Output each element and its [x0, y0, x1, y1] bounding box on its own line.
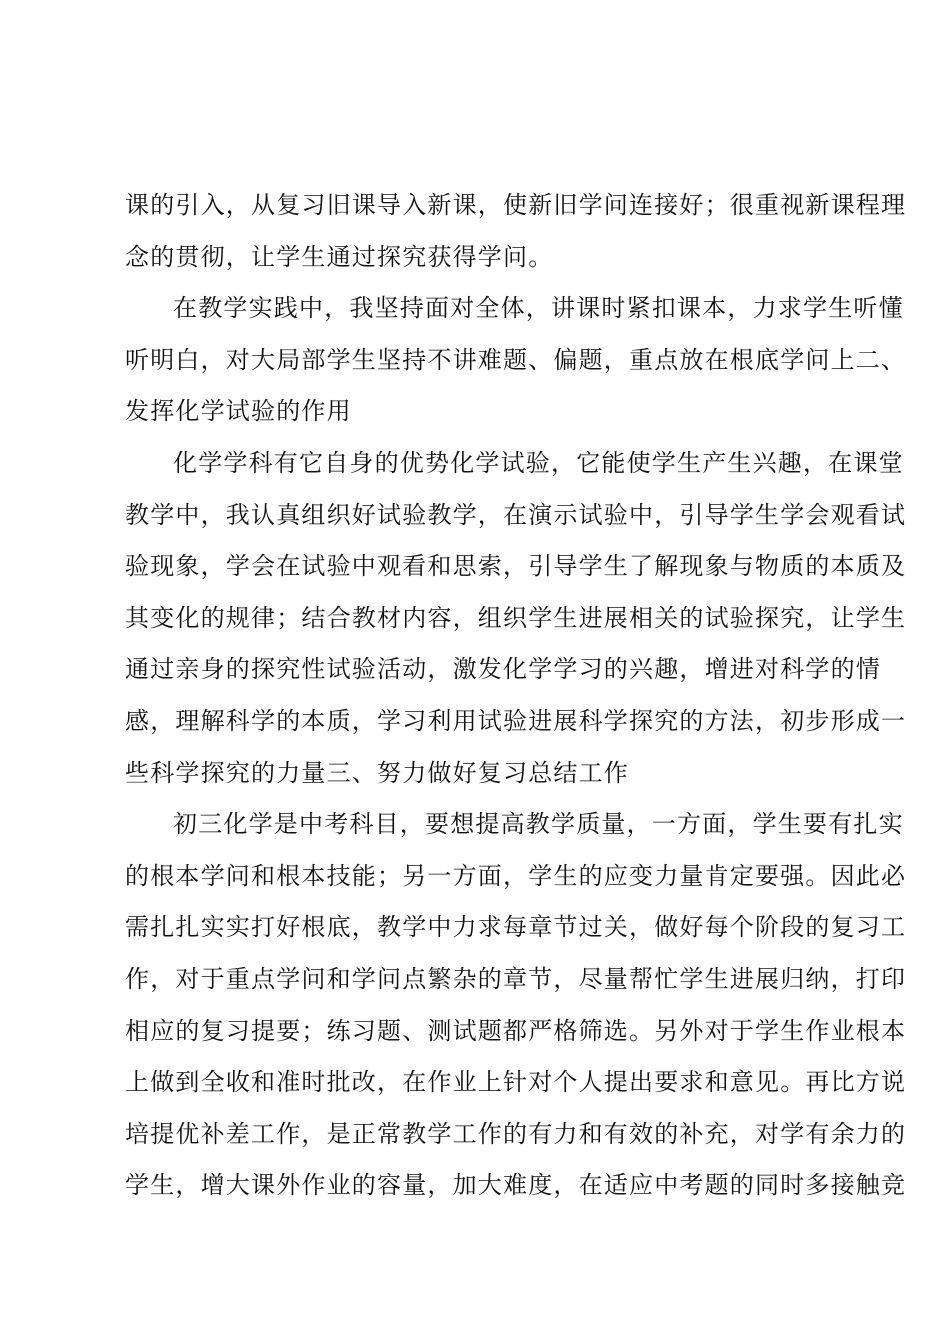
text-line: 念的贯彻，让学生通过探究获得学问。	[125, 242, 554, 271]
paragraph-first-line: 初三化学是中考科目，要想提高教学质量，一方面，学生要有扎实	[173, 810, 904, 839]
text-line: 教学中，我认真组织好试验教学，在演示试验中，引导学生学会观看试	[125, 500, 907, 529]
text-line: 其变化的规律；结合教材内容，组织学生进展相关的试验探究，让学生	[125, 603, 907, 632]
text-line: 作，对于重点学问和学问点繁杂的章节，尽量帮忙学生进展归纳，打印	[125, 964, 907, 993]
text-line: 感，理解科学的本质，学习利用试验进展科学探究的方法，初步形成一	[125, 706, 907, 735]
paragraph-first-line: 化学学科有它自身的优势化学试验，它能使学生产生兴趣，在课堂	[173, 448, 904, 477]
text-line: 需扎扎实实打好根底，教学中力求每章节过关，做好每个阶段的复习工	[125, 913, 907, 942]
text-line: 的根本学问和根本技能；另一方面，学生的应变力量肯定要强。因此必	[125, 861, 907, 890]
text-line: 验现象，学会在试验中观看和思索，引导学生了解现象与物质的本质及	[125, 552, 907, 581]
text-line: 培提优补差工作，是正常教学工作的有力和有效的补充，对学有余力的	[125, 1119, 907, 1148]
text-line: 些科学探究的力量三、努力做好复习总结工作	[125, 758, 629, 787]
text-line: 上做到全收和准时批改，在作业上针对个人提出要求和意见。再比方说	[125, 1068, 907, 1097]
text-line: 通过亲身的探究性试验活动，激发化学学习的兴趣，增进对科学的情	[125, 655, 881, 684]
text-line: 发挥化学试验的作用	[125, 397, 352, 426]
paragraph-first-line: 在教学实践中，我坚持面对全体，讲课时紧扣课本，力求学生听懂	[173, 294, 904, 323]
text-line: 课的引入，从复习旧课导入新课，使新旧学问连接好；很重视新课程理	[125, 191, 907, 219]
text-line: 听明白，对大局部学生坚持不讲难题、偏题，重点放在根底学问上二、	[125, 345, 907, 374]
text-line: 学生，增大课外作业的容量，加大难度，在适应中考题的同时多接触竞	[125, 1171, 907, 1200]
text-line: 相应的复习提要；练习题、测试题都严格筛选。另外对于学生作业根本	[125, 1016, 907, 1045]
body-text	[125, 180, 907, 1212]
